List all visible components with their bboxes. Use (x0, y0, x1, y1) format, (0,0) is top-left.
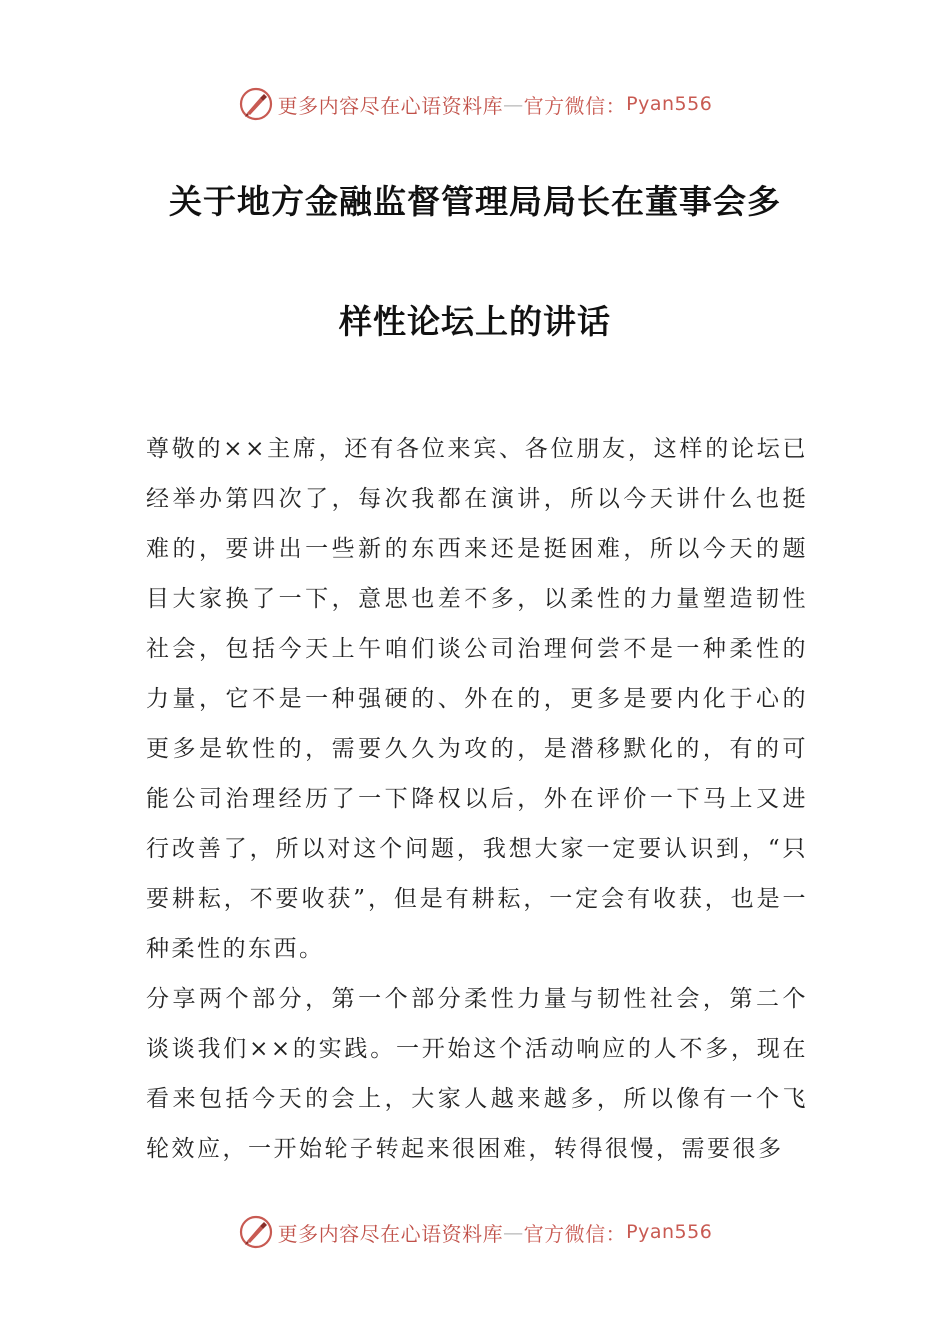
banner-wechat-id: Pyan556 (626, 93, 713, 115)
banner-wechat-id: Pyan556 (626, 1221, 713, 1243)
banner-brand-text: 更多内容尽在心语资料库 (277, 1221, 504, 1246)
banner-wechat-label: 官方微信： (523, 93, 627, 118)
document-title-line-1: 关于地方金融监督管理局局长在董事会多 (169, 182, 781, 221)
banner-brand-text: 更多内容尽在心语资料库 (277, 93, 504, 118)
banner-separator: — (503, 92, 524, 116)
banner-wechat-label: 官方微信： (523, 1221, 627, 1246)
body-paragraph-2: 分享两个部分，第一个部分柔性力量与韧性社会，第二个谈谈我们××的实践。一开始这个活动响应的人不多，现在看来包括今天的会上，大家人越来越多，所以像有一个飞轮效应，一开始轮子转起来很困难，转得很慢，需要很多 (146, 986, 808, 1162)
pen-logo-icon (238, 86, 274, 122)
footer-watermark-banner (0, 1210, 950, 1254)
pen-logo-icon (238, 1214, 274, 1250)
document-title-line-2: 样性论坛上的讲话 (339, 302, 611, 341)
body-paragraph-1: 尊敬的××主席，还有各位来宾、各位朋友，这样的论坛已经举办第四次了，每次我都在演讲，所以今天讲什么也挺难的，要讲出一些新的东西来还是挺困难，所以今天的题目大家换了一下，意思也差不多，以柔性的力量塑造韧性社会，包括今天上午咱们谈公司治理何尝不是一种柔性的力量，它不是一种强硬的、外在的，更多是要内化于心的更多是软性的，需要久久为攻的，是潜移默化的，有的可能公司治理经历了一下降权以后，外在评价一下马上又进行改善了，所以对这个问题，我想大家一定要认识到，“只要耕耘，不要收获”，但是有耕耘，一定会有收获，也是一种柔性的东西。 (146, 436, 808, 962)
document-body (146, 424, 808, 1174)
header-watermark-banner (0, 82, 950, 126)
banner-separator: — (503, 1220, 524, 1244)
